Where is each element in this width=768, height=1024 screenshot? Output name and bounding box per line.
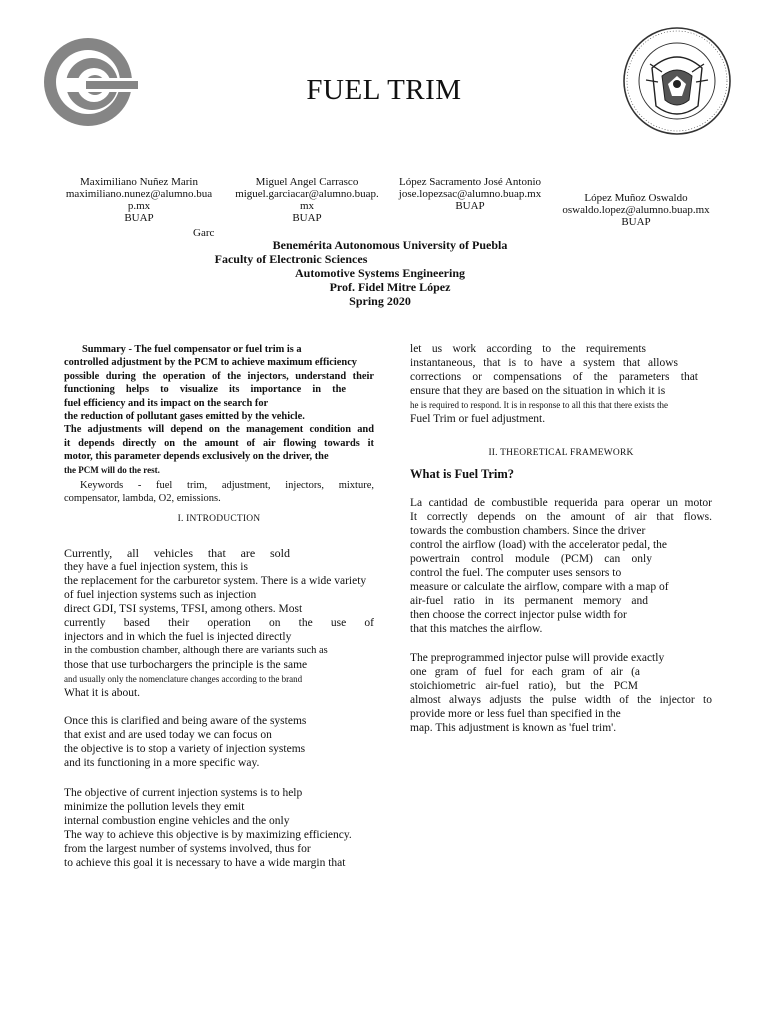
abstract-line: the reduction of pollutant gases emitted by the vehicle. [64, 411, 305, 423]
body-line: then choose the correct injector pulse width for [410, 609, 627, 621]
introduction-paragraph [64, 546, 374, 700]
section-heading-introduction: I. INTRODUCTION [177, 514, 261, 524]
what-is-fuel-trim-paragraph [410, 496, 712, 636]
body-line: The way to achieve this objective is by maximizing efficiency. [64, 829, 352, 841]
body-line: instantaneous, that is to have a system that allows [410, 357, 678, 369]
body-line: direct GDI, TSI systems, TFSI, among others. Most [64, 603, 303, 615]
author-name: Maximiliano Nuñez Marin [80, 176, 198, 188]
body-line: that this matches the airflow. [410, 623, 543, 635]
body-line: corrections or compensations of the parameters that [410, 371, 698, 383]
body-line: towards the combustion chambers. Since the driver [410, 525, 646, 537]
institution-name: Benemérita Autonomous University of Puebla [272, 238, 508, 252]
body-line: stoichiometric air-fuel ratio), but the PCM [410, 680, 638, 692]
body-line: injectors and in which the fuel is injected directly [64, 631, 292, 643]
author-block [62, 176, 216, 224]
body-line: the objective is to stop a variety of injection systems [64, 743, 306, 755]
body-line: Fuel Trim or fuel adjustment. [410, 413, 546, 425]
body-line: currently based their operation on the use of [64, 617, 374, 629]
abstract-line: functioning helps to visualize its importance in the [64, 384, 346, 396]
abstract-line: fuel efficiency and its impact on the search for [64, 397, 269, 409]
author-block [392, 176, 548, 212]
author-block [228, 176, 386, 224]
abstract-line: the PCM will do the rest. [64, 464, 160, 475]
body-line: they have a fuel injection system, this is [64, 561, 248, 573]
body-line: those that use turbochargers the principle is the same [64, 659, 308, 671]
faculty-name: Faculty of Electronic Sciences [214, 252, 368, 266]
author-name: López Sacramento José Antonio [398, 176, 542, 188]
body-line: Currently, all vehicles that are sold [64, 546, 290, 560]
body-line: The objective of current injection systems is to help [64, 787, 303, 799]
body-line: powertrain control module (PCM) can only [410, 553, 652, 565]
body-line: in the combustion chamber, although there are variants such as [64, 645, 328, 656]
author-email: maximiliano.nunez@alumno.bua [65, 188, 213, 200]
body-line: and its functioning in a more specific way. [64, 757, 260, 769]
body-line: the replacement for the carburetor system. There is a wide variety [64, 575, 367, 587]
body-line: and usually only the nomenclature changes according to the brand [64, 674, 303, 684]
author-name: Miguel Angel Carrasco [255, 176, 359, 188]
author-email: mx [299, 200, 315, 212]
body-line: almost always adjusts the pulse width of the injector to [410, 694, 712, 706]
semester: Spring 2020 [349, 294, 411, 308]
body-line: The preprogrammed injector pulse will provide exactly [410, 652, 665, 664]
keywords-line: Keywords - fuel trim, adjustment, injectors, mixture, [80, 480, 374, 491]
abstract-line: possible during the operation of the injectors, understand their [64, 370, 374, 382]
body-line: control the airflow (load) with the accelerator pedal, the [410, 539, 668, 551]
continuation-paragraph [410, 342, 712, 426]
body-line: air-fuel ratio in its permanent memory and [410, 595, 648, 607]
body-line: ensure that they are based on the situation in which it is [410, 385, 666, 397]
author-email: miguel.garciacar@alumno.buap. [235, 188, 379, 200]
professor-name: Prof. Fidel Mitre López [329, 280, 451, 294]
author-affiliation: BUAP [621, 216, 651, 228]
author-email: oswaldo.lopez@alumno.buap.mx [562, 204, 710, 216]
objective-paragraph [64, 786, 374, 870]
abstract-line: Summary - The fuel compensator or fuel trim is a [82, 344, 302, 355]
paper-title: FUEL TRIM [306, 74, 462, 106]
abstract-line: it depends directly on the amount of air flowing towards it [64, 437, 374, 449]
body-line: to achieve this goal it is necessary to have a wide margin that [64, 857, 346, 869]
body-line: Once this is clarified and being aware of the systems [64, 715, 307, 727]
author-affiliation: BUAP [124, 212, 154, 224]
body-line: It correctly depends on the amount of air that flows. [410, 511, 712, 523]
abstract-line: The adjustments will depend on the management condition and [64, 424, 374, 436]
body-line: he is required to respond. It is in response to all this that there exists the [410, 400, 668, 410]
author-block [556, 192, 716, 228]
body-line: let us work according to the requirements [410, 343, 646, 355]
body-line: internal combustion engine vehicles and the only [64, 815, 290, 827]
keywords-line: compensator, lambda, O2, emissions. [64, 493, 221, 504]
body-line: minimize the pollution levels they emit [64, 801, 245, 813]
body-line: What it is about. [64, 687, 141, 699]
author-affiliation: BUAP [292, 212, 322, 224]
injector-pulse-paragraph [410, 651, 712, 735]
body-line: control the fuel. The computer uses sensors to [410, 567, 622, 579]
body-line: La cantidad de combustible requerida para operar un motor [410, 497, 712, 509]
body-line: that exist and are used today we can focus on [64, 729, 272, 741]
stray-text: Garc [193, 227, 215, 239]
body-line: of fuel injection systems such as injection [64, 589, 257, 601]
body-line: map. This adjustment is known as 'fuel trim'. [410, 722, 617, 734]
abstract [64, 343, 374, 477]
author-name: López Muñoz Oswaldo [584, 192, 688, 204]
abstract-line: motor, this parameter depends exclusively on the driver, the [64, 451, 329, 463]
author-email: jose.lopezsac@alumno.buap.mx [398, 188, 542, 200]
body-line: provide more or less fuel than specified in the [410, 708, 621, 720]
program-name: Automotive Systems Engineering [295, 266, 465, 280]
abstract-line: controlled adjustment by the PCM to achieve maximum efficiency [64, 357, 358, 369]
body-line: one gram of fuel for each gram of air (a [410, 666, 640, 678]
author-email: p.mx [127, 200, 151, 212]
author-affiliation: BUAP [455, 200, 485, 212]
section-heading-theoretical-framework: II. THEORETICAL FRAMEWORK [488, 448, 634, 458]
clarification-paragraph [64, 714, 374, 770]
subsection-heading: What is Fuel Trim? [410, 467, 515, 481]
keywords [64, 479, 374, 505]
body-line: from the largest number of systems involved, thus for [64, 843, 311, 855]
body-line: measure or calculate the airflow, compare with a map of [410, 581, 669, 593]
